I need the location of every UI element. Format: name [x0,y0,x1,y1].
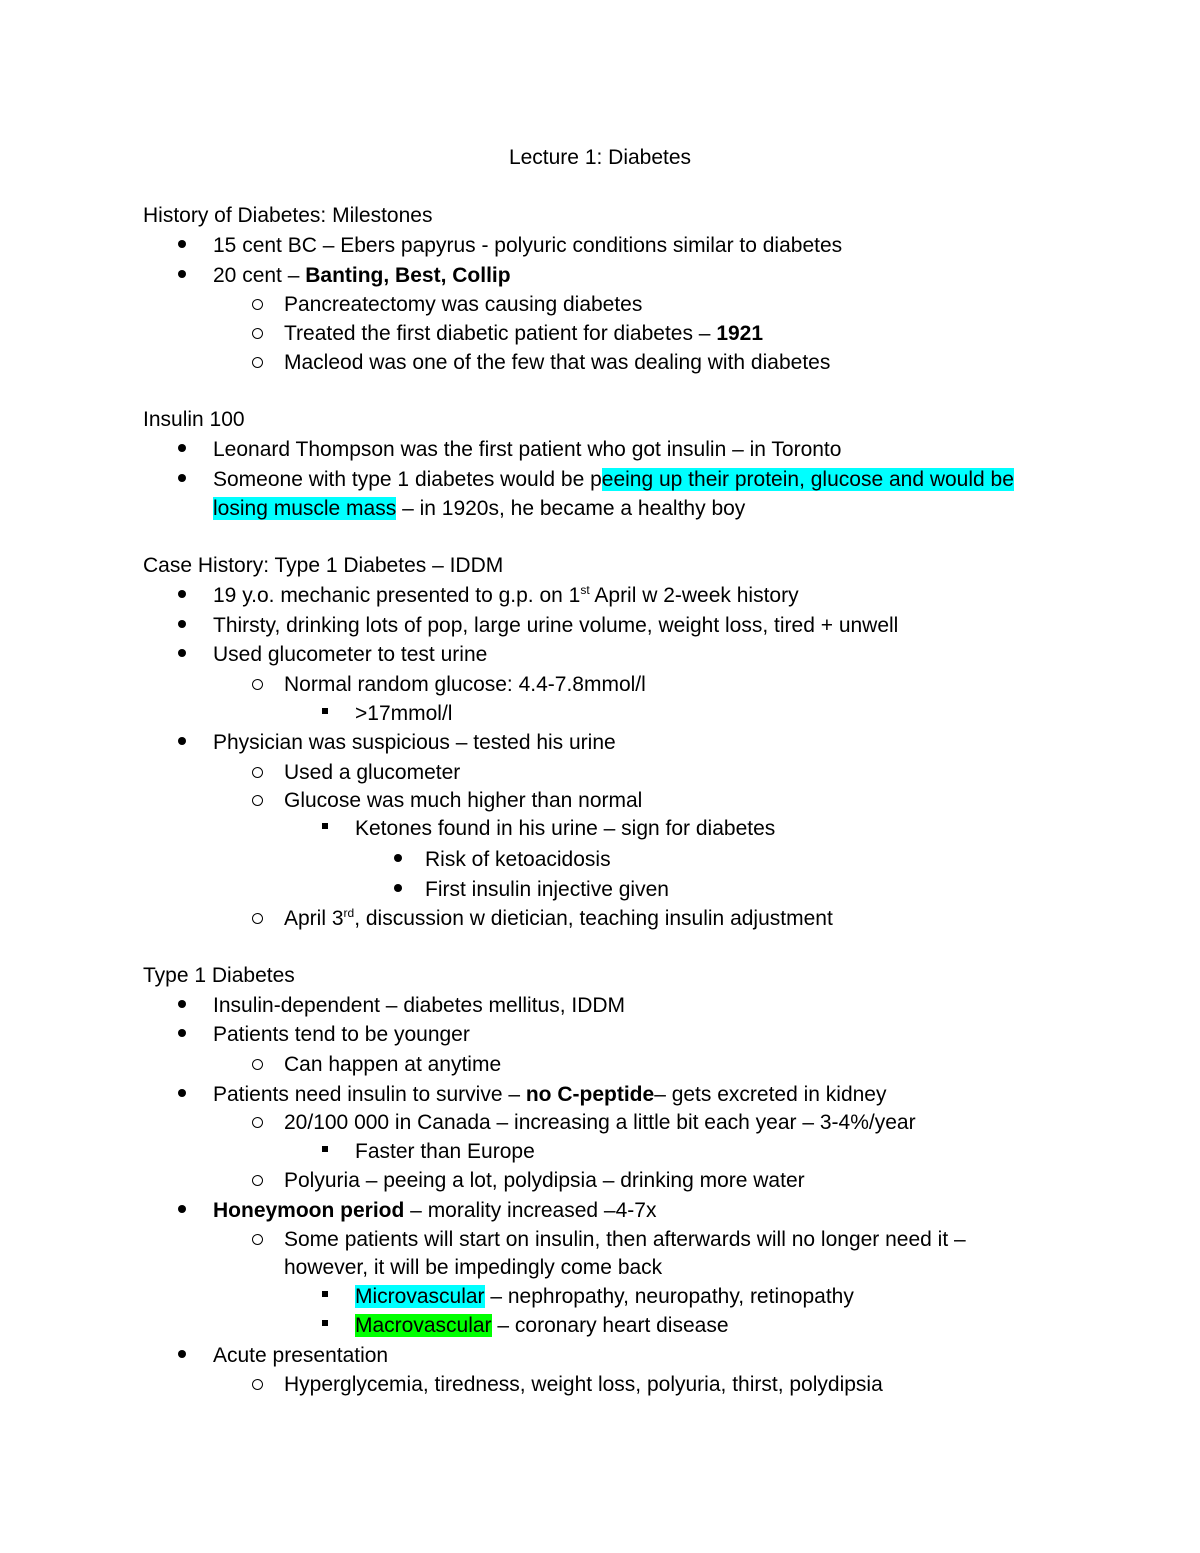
list-item: Thirsty, drinking lots of pop, large urine volume, weight loss, tired + unwell [213,614,899,637]
bullet-dot [172,581,192,610]
list-item-continuation: losing muscle mass – in 1920s, he became a healthy boy [213,497,746,520]
bullet-square [315,1311,335,1340]
list-item: 19 y.o. mechanic presented to g.p. on 1st April w 2-week history [213,583,799,607]
highlight-cyan: losing muscle mass [213,497,397,520]
bullet-dot [172,640,192,669]
list-item: Hyperglycemia, tiredness, weight loss, polyuria, thirst, polydipsia [284,1373,883,1396]
bullet-dot [172,611,192,640]
list-item: 15 cent BC – Ebers papyrus - polyuric conditions similar to diabetes [213,234,843,257]
list-item: 20/100 000 in Canada – increasing a little bit each year – 3-4%/year [284,1111,916,1134]
bullet-dot [172,231,192,260]
list-item: Insulin-dependent – diabetes mellitus, IDDM [213,994,626,1017]
list-item: Patients tend to be younger [213,1023,470,1046]
list-item: Risk of ketoacidosis [425,848,611,871]
list-item: Used glucometer to test urine [213,643,488,666]
list-item: Faster than Europe [355,1140,535,1163]
bullet-dot [172,1196,192,1225]
bullet-dot [172,1080,192,1109]
bullet-circle [247,290,267,319]
bullet-dot [172,991,192,1020]
section-heading-case: Case History: Type 1 Diabetes – IDDM [143,554,504,577]
bullet-circle [247,758,267,787]
list-item: Macrovascular – coronary heart disease [355,1314,729,1337]
bullet-square [315,814,335,843]
bullet-circle [247,348,267,377]
list-item: 20 cent – Banting, Best, Collip [213,264,511,287]
bullet-square [315,699,335,728]
list-item: Some patients will start on insulin, then afterwards will no longer need it – [284,1228,966,1251]
bullet-square [315,1282,335,1311]
bullet-circle [247,1166,267,1195]
list-item: Pancreatectomy was causing diabetes [284,293,643,316]
list-item: Someone with type 1 diabetes would be peeing up their protein, glucose and would be [213,468,1014,491]
bullet-dot [172,261,192,290]
bullet-square [315,1137,335,1166]
list-item: April 3rd, discussion w dietician, teaching insulin adjustment [284,906,833,930]
section-heading-type1: Type 1 Diabetes [143,964,295,987]
highlight-green: Macrovascular [355,1314,492,1337]
list-item: Leonard Thompson was the first patient who got insulin – in Toronto [213,438,842,461]
bullet-circle [247,1108,267,1137]
bullet-dot [388,875,408,904]
list-item: Ketones found in his urine – sign for diabetes [355,817,776,840]
document-title: Lecture 1: Diabetes [508,146,692,169]
list-item: Acute presentation [213,1344,389,1367]
bullet-dot [172,1020,192,1049]
bullet-circle [247,786,267,815]
list-item: Treated the first diabetic patient for diabetes – 1921 [284,322,764,345]
list-item: Glucose was much higher than normal [284,789,643,812]
bullet-dot [388,845,408,874]
list-item-continuation: however, it will be impedingly come back [284,1256,663,1279]
list-item: Normal random glucose: 4.4-7.8mmol/l [284,673,646,696]
list-item: Macleod was one of the few that was dealing with diabetes [284,351,831,374]
section-heading-history: History of Diabetes: Milestones [143,204,433,227]
bullet-circle [247,1050,267,1079]
highlight-cyan: Microvascular [355,1285,485,1308]
highlight-cyan: eeing up their protein, glucose and would be [601,468,1014,491]
bullet-circle [247,904,267,933]
list-item: >17mmol/l [355,702,453,725]
bullet-circle [247,1370,267,1399]
bullet-circle [247,670,267,699]
section-heading-insulin: Insulin 100 [143,408,245,431]
list-item: Physician was suspicious – tested his urine [213,731,616,754]
list-item: First insulin injective given [425,878,669,901]
bullet-circle [247,1225,267,1254]
bullet-circle [247,319,267,348]
list-item: Polyuria – peeing a lot, polydipsia – drinking more water [284,1169,805,1192]
bullet-dot [172,728,192,757]
bullet-dot [172,435,192,464]
bullet-dot [172,465,192,494]
bullet-dot [172,1341,192,1370]
list-item: Honeymoon period – morality increased –4-7x [213,1199,657,1222]
list-item: Can happen at anytime [284,1053,502,1076]
list-item: Used a glucometer [284,761,461,784]
list-item: Patients need insulin to survive – no C-peptide– gets excreted in kidney [213,1083,887,1106]
list-item: Microvascular – nephropathy, neuropathy, retinopathy [355,1285,854,1308]
